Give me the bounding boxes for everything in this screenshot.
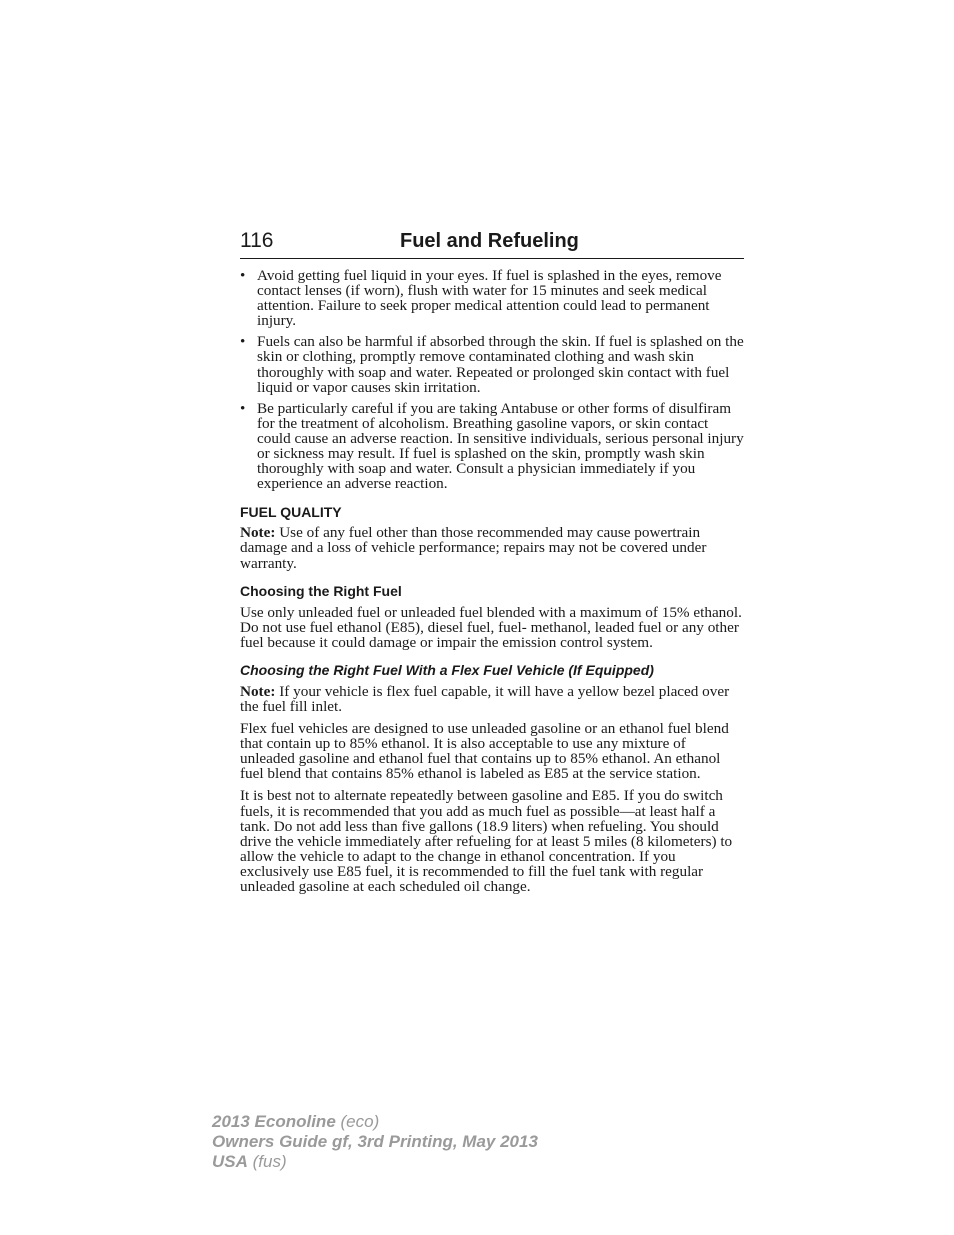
bullet-text: Avoid getting fuel liquid in your eyes. If fuel is splashed in the eyes, remove contact lenses (if worn), flush with water for 15 minutes and seek medical attention. Failure to seek proper medical attention could lead to permanent injury. [257,267,722,330]
footer-line [212,1112,538,1132]
bullet-text: Fuels can also be harmful if absorbed through the skin. If fuel is splashed on the skin or clothing, promptly remove contaminated clothing and wash skin thoroughly with soap and water. Repeated or prolonged skin contact with fuel liquid or vapor causes skin irritation. [257,333,744,396]
footer-model: 2013 Econoline [212,1112,336,1131]
warning-bullet-list [240,268,744,491]
page-title: Fuel and Refueling [400,230,579,252]
note-text: Use of any fuel other than those recommended may cause powertrain damage and a loss of vehicle performance; repairs may not be covered under warranty. [240,524,707,572]
flex-fuel-paragraph: It is best not to alternate repeatedly between gasoline and E85. If you do switch fuels, it is recommended that you add as much fuel as possible—at least half a tank. Do not add less than five gallons (18.9 liters) when refueling. You should drive the vehicle immediately after refueling for at least 5 miles (8 kilometers) to allow the vehicle to adapt to the change in ethanol concentration. If you exclusively use E85 fuel, it is recommended to fill the fuel tank with regular unleaded gasoline at each scheduled oil change. [240,787,733,895]
flex-fuel-paragraph: Flex fuel vehicles are designed to use unleaded gasoline or an ethanol fuel blend that contain up to 85% ethanol. It is also acceptable to use any mixture of unleaded gasoline and ethanol fuel that contains up to 85% ethanol. An ethanol fuel blend that contains 85% ethanol is labeled as E85 at the service station. [240,720,729,783]
fuel-quality-heading: FUEL QUALITY [240,504,342,521]
choosing-fuel-text: Use only unleaded fuel or unleaded fuel blended with a maximum of 15% ethanol. Do not use fuel ethanol (E85), diesel fuel, fuel- methanol, leaded fuel or any other fuel because it could damage or impair the emission control system. [240,603,742,651]
bullet-icon: • [240,333,246,351]
page-header [240,228,744,259]
footer-market: USA [212,1152,248,1171]
footer-printing: Owners Guide gf, 3rd Printing, May 2013 [212,1132,538,1151]
fuel-quality-note [240,525,744,570]
footer-market-code: (fus) [247,1152,287,1171]
bullet-item [240,334,744,394]
bullet-icon: • [240,267,246,284]
note-label: Note: [240,524,276,542]
flex-fuel-heading: Choosing the Right Fuel With a Flex Fuel Vehicle (If Equipped) [240,661,654,678]
page-content [240,268,744,901]
bullet-icon: • [240,399,246,417]
footer-line [212,1152,538,1172]
bullet-item [240,401,744,492]
bullet-item [240,268,744,328]
footer-model-code: (eco) [335,1112,380,1131]
flex-fuel-note [240,684,744,714]
page-number: 116 [240,229,274,252]
note-text: If your vehicle is flex fuel capable, it will have a yellow bezel placed over the fuel fill inlet. [240,682,730,715]
bullet-text: Be particularly careful if you are taking Antabuse or other forms of disulfiram for the treatment of alcoholism. Breathing gasoline vapors, or skin contact could cause an adverse reaction. In sensitive individuals, serious personal injury or sickness may result. If fuel is splashed on the skin, promptly wash skin thoroughly with soap and water. Consult a physician immediately if you experience an adverse reaction. [257,399,744,493]
choosing-fuel-heading: Choosing the Right Fuel [240,582,402,599]
note-label: Note: [240,682,276,700]
page-footer [212,1112,538,1172]
